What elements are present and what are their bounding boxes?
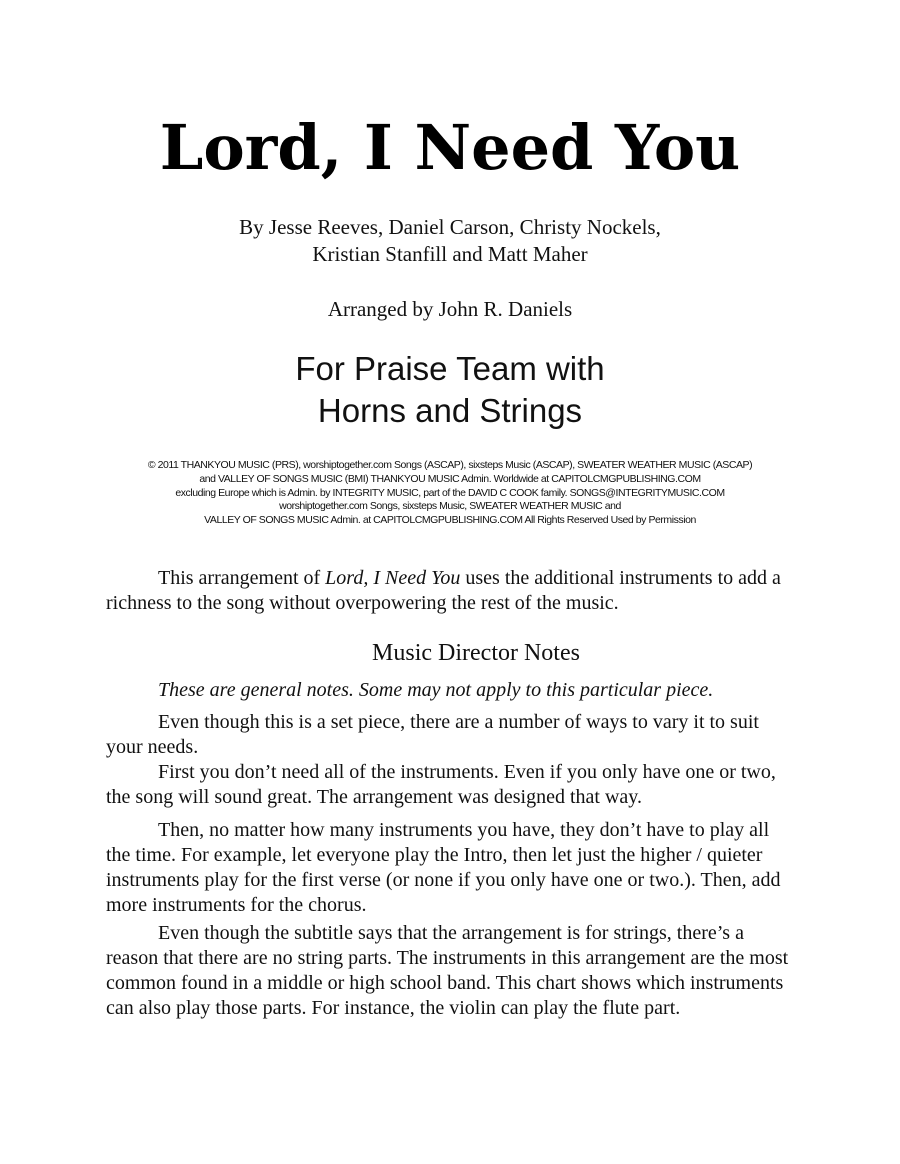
notes-paragraph: First you don’t need all of the instruments. Even if you only have one or two, the song will sound great. The arrangement was designed that way. [106, 761, 776, 808]
subtitle [0, 348, 900, 432]
notes-paragraph: Then, no matter how many instruments you have, they don’t have to play all the time. For example, let everyone play the Intro, then let just the higher / quieter instruments play for the first verse (or none if you only have one or two.). Then, add more instruments for the chorus. [106, 819, 781, 916]
copyright-line: worshiptogether.com Songs, sixsteps Music, SWEATER WEATHER MUSIC and [279, 500, 621, 513]
intro-song-title: Lord, I Need You [325, 567, 461, 589]
copyright-line: VALLEY OF SONGS MUSIC Admin. at CAPITOLCMGPUBLISHING.COM All Rights Reserved Used by Permission [204, 514, 696, 527]
notes-caveat: These are general notes. Some may not apply to this particular piece. [158, 679, 714, 701]
subtitle-line-1: For Praise Team with [295, 350, 605, 387]
subtitle-line-2: Horns and Strings [317, 392, 583, 429]
copyright-line: excluding Europe which is Admin. by INTEGRITY MUSIC, part of the DAVID C COOK family. SONGS@INTEGRITYMUSIC.COM [175, 486, 725, 499]
notes-paragraph: Even though the subtitle says that the arrangement is for strings, there’s a reason that there are no string parts. The instruments in this arrangement are the most common found in a middle or high school band. This chart shows which instruments can also play those parts. For instance, the violin can play the flute part. [106, 922, 789, 1019]
notes-paragraph: Even though this is a set piece, there are a number of ways to vary it to suit your needs. [106, 711, 759, 758]
copyright-line: © 2011 THANKYOU MUSIC (PRS), worshiptogether.com Songs (ASCAP), sixsteps Music (ASCAP), SWEATER WEATHER MUSIC (ASCAP) [147, 459, 753, 471]
song-title: Lord, I Need You [159, 111, 741, 184]
intro-paragraph [106, 566, 794, 616]
authors-line-1: By Jesse Reeves, Daniel Carson, Christy Nockels, [239, 215, 661, 239]
arranger-credit: Arranged by John R. Daniels [327, 297, 573, 321]
copyright-notice [60, 459, 840, 528]
authors-credit [0, 214, 900, 268]
copyright-line: and VALLEY OF SONGS MUSIC (BMI) THANKYOU MUSIC Admin. Worldwide at CAPITOLCMGPUBLISHING.COM [199, 472, 701, 485]
notes-heading: Music Director Notes [372, 640, 580, 666]
intro-text-after: uses the additional instruments to add a richness to the song without overpowering the rest of the music. [106, 567, 781, 614]
intro-text-before: This arrangement of [158, 567, 326, 589]
authors-line-2: Kristian Stanfill and Matt Maher [312, 242, 588, 266]
